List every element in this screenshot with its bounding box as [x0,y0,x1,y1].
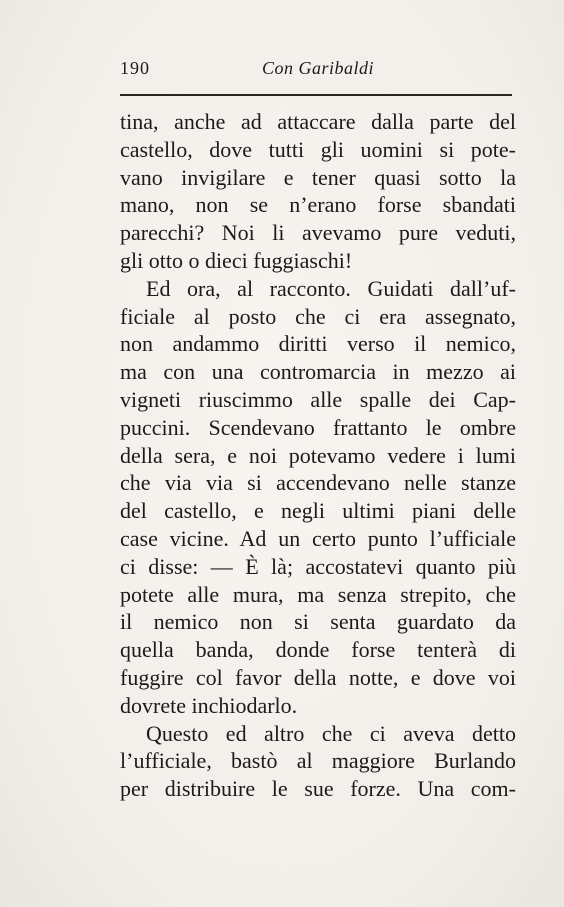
page-number: 190 [120,58,150,78]
text-line: puccini. Scendevano frattanto le ombre [120,414,516,440]
text-line: potete alle mura, ma senza strepito, che [120,581,516,607]
text-line: della sera, e noi potevamo vedere i lumi [120,442,516,468]
text-line: l’ufficiale, bastò al maggiore Burlando [120,748,516,774]
text-line: ci disse: — È là; accostatevi quanto più [120,553,516,579]
text-line: case vicine. Ad un certo punto l’ufficiale [120,525,516,551]
text-line: ma con una contromarcia in mezzo ai [120,359,516,385]
text-line: mano, non se n’erano forse sbandati [120,192,516,218]
text-line: che via via si accendevano nelle stanze [120,470,516,496]
body-text [120,108,516,803]
text-line: castello, dove tutti gli uomini si pote- [120,136,516,162]
text-line: per distribuire le sue forze. Una com- [120,776,516,802]
text-line: Questo ed altro che ci aveva detto [146,720,516,746]
running-header [120,58,514,80]
text-line: Ed ora, al racconto. Guidati dall’uf- [146,275,516,301]
text-line: vano invigilare e tener quasi sotto la [120,164,516,190]
header-rule [120,94,512,96]
text-line: il nemico non si senta guardato da [120,609,516,635]
text-line: fuggire col favor della notte, e dove voi [120,664,516,690]
text-line: vigneti riuscimmo alle spalle dei Cap- [120,386,516,412]
text-line: tina, anche ad attaccare dalla parte del [120,109,516,134]
running-title: Con Garibaldi [262,58,375,78]
text-line: parecchi? Noi li avevamo pure veduti, [120,220,516,246]
text-line: gli otto o dieci fuggiaschi! [120,247,353,273]
text-line: ficiale al posto che ci era assegnato, [120,303,516,329]
text-line: non andammo diritti verso il nemico, [120,331,516,357]
text-line: quella banda, donde forse tenterà di [120,637,516,663]
text-line: del castello, e negli ultimi piani delle [120,498,516,524]
text-line: dovrete inchiodarlo. [120,692,298,718]
